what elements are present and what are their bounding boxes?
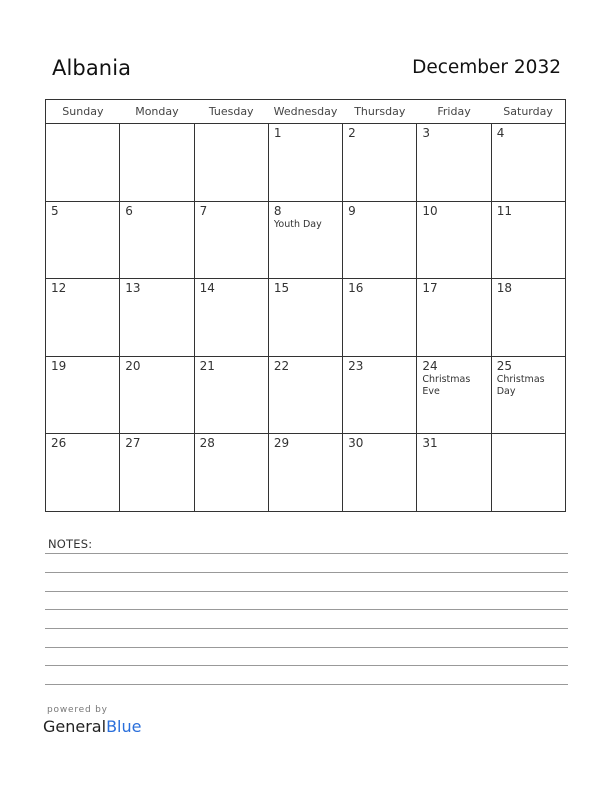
day-number: 17 (422, 281, 438, 296)
calendar-day-cell (194, 124, 268, 202)
day-number: 27 (125, 436, 141, 451)
calendar-week-row (46, 201, 566, 279)
calendar-day-cell (268, 124, 342, 202)
calendar-day-cell (491, 279, 565, 357)
calendar-day-cell (268, 356, 342, 434)
day-number: 12 (51, 281, 67, 296)
weekday-tuesday: Tuesday (194, 100, 268, 124)
calendar-day-cell (343, 434, 417, 512)
day-number: 4 (496, 126, 505, 140)
calendar-day-cell (417, 201, 491, 279)
brand-part-blue: Blue (106, 717, 142, 736)
brand-part-general: General (43, 717, 107, 736)
calendar-day-cell (343, 356, 417, 434)
day-number: 5 (51, 203, 59, 218)
day-number: 3 (422, 126, 431, 140)
note-line (45, 591, 568, 592)
day-number: 26 (51, 436, 67, 451)
brand-logo[interactable] (43, 717, 141, 736)
month-year-title: December 2032 (412, 57, 561, 78)
day-number: 19 (51, 358, 67, 373)
calendar-day-cell (491, 201, 565, 279)
calendar-day-cell (417, 124, 491, 202)
weekday-sunday: Sunday (46, 100, 120, 124)
calendar-day-cell (46, 124, 120, 202)
calendar-day-cell (268, 201, 342, 279)
calendar-day-cell (491, 356, 565, 434)
calendar-day-cell (46, 356, 120, 434)
day-number: 23 (348, 358, 364, 373)
day-number: 18 (496, 281, 512, 296)
day-number: 22 (273, 358, 290, 373)
day-number: 9 (348, 203, 356, 218)
note-line (45, 628, 568, 629)
day-number: 25 (496, 358, 512, 373)
day-number: 29 (273, 436, 290, 451)
note-line (45, 684, 568, 685)
day-number: 13 (125, 281, 141, 296)
calendar-day-cell (417, 356, 491, 434)
day-number: 6 (125, 203, 133, 218)
calendar-day-cell (417, 279, 491, 357)
calendar-day-cell (120, 201, 194, 279)
day-number: 15 (273, 281, 290, 296)
calendar-day-cell (46, 201, 120, 279)
calendar-week-row (46, 124, 566, 202)
calendar-day-cell (417, 434, 491, 512)
note-line (45, 647, 568, 648)
weekday-wednesday: Wednesday (268, 100, 342, 124)
calendar-body (46, 124, 566, 512)
weekday-friday: Friday (417, 100, 491, 124)
holiday-label: Christmas Eve (422, 373, 471, 397)
weekday-saturday: Saturday (491, 100, 565, 124)
calendar-week-row (46, 434, 566, 512)
calendar-day-cell (194, 434, 268, 512)
holiday-label: Youth Day (273, 218, 322, 230)
calendar-day-cell (343, 201, 417, 279)
weekday-header-row (46, 100, 566, 124)
note-line (45, 572, 568, 573)
weekday-monday: Monday (120, 100, 194, 124)
day-number: 14 (199, 281, 215, 296)
weekday-thursday: Thursday (343, 100, 417, 124)
day-number: 7 (199, 203, 208, 218)
day-number: 28 (199, 436, 215, 451)
calendar-day-cell (194, 279, 268, 357)
calendar-day-cell (268, 434, 342, 512)
day-number: 11 (496, 203, 512, 218)
calendar-day-cell (343, 279, 417, 357)
day-number: 2 (348, 126, 356, 140)
day-number: 20 (125, 358, 141, 373)
day-number: 1 (273, 126, 282, 140)
calendar-week-row (46, 279, 566, 357)
day-number: 16 (348, 281, 364, 296)
note-line (45, 553, 568, 554)
holiday-label: Christmas Day (496, 373, 545, 397)
day-number: 31 (422, 436, 438, 451)
calendar-day-cell (343, 124, 417, 202)
calendar-day-cell (194, 201, 268, 279)
calendar-day-cell (491, 124, 565, 202)
note-line (45, 665, 568, 666)
calendar-day-cell (46, 434, 120, 512)
day-number: 21 (199, 358, 215, 373)
calendar-grid (45, 99, 566, 512)
day-number: 24 (422, 358, 438, 373)
calendar-day-cell (491, 434, 565, 512)
calendar-day-cell (46, 279, 120, 357)
calendar-day-cell (120, 356, 194, 434)
day-number: 30 (348, 436, 364, 451)
calendar-day-cell (120, 434, 194, 512)
notes-label: NOTES: (48, 537, 93, 551)
calendar-day-cell (194, 356, 268, 434)
day-number: 10 (422, 203, 438, 218)
calendar-week-row (46, 356, 566, 434)
country-title: Albania (52, 56, 132, 80)
powered-by-label: powered by (47, 705, 108, 715)
calendar-day-cell (120, 279, 194, 357)
note-line (45, 609, 568, 610)
day-number: 8 (273, 203, 282, 218)
calendar-day-cell (120, 124, 194, 202)
calendar-day-cell (268, 279, 342, 357)
